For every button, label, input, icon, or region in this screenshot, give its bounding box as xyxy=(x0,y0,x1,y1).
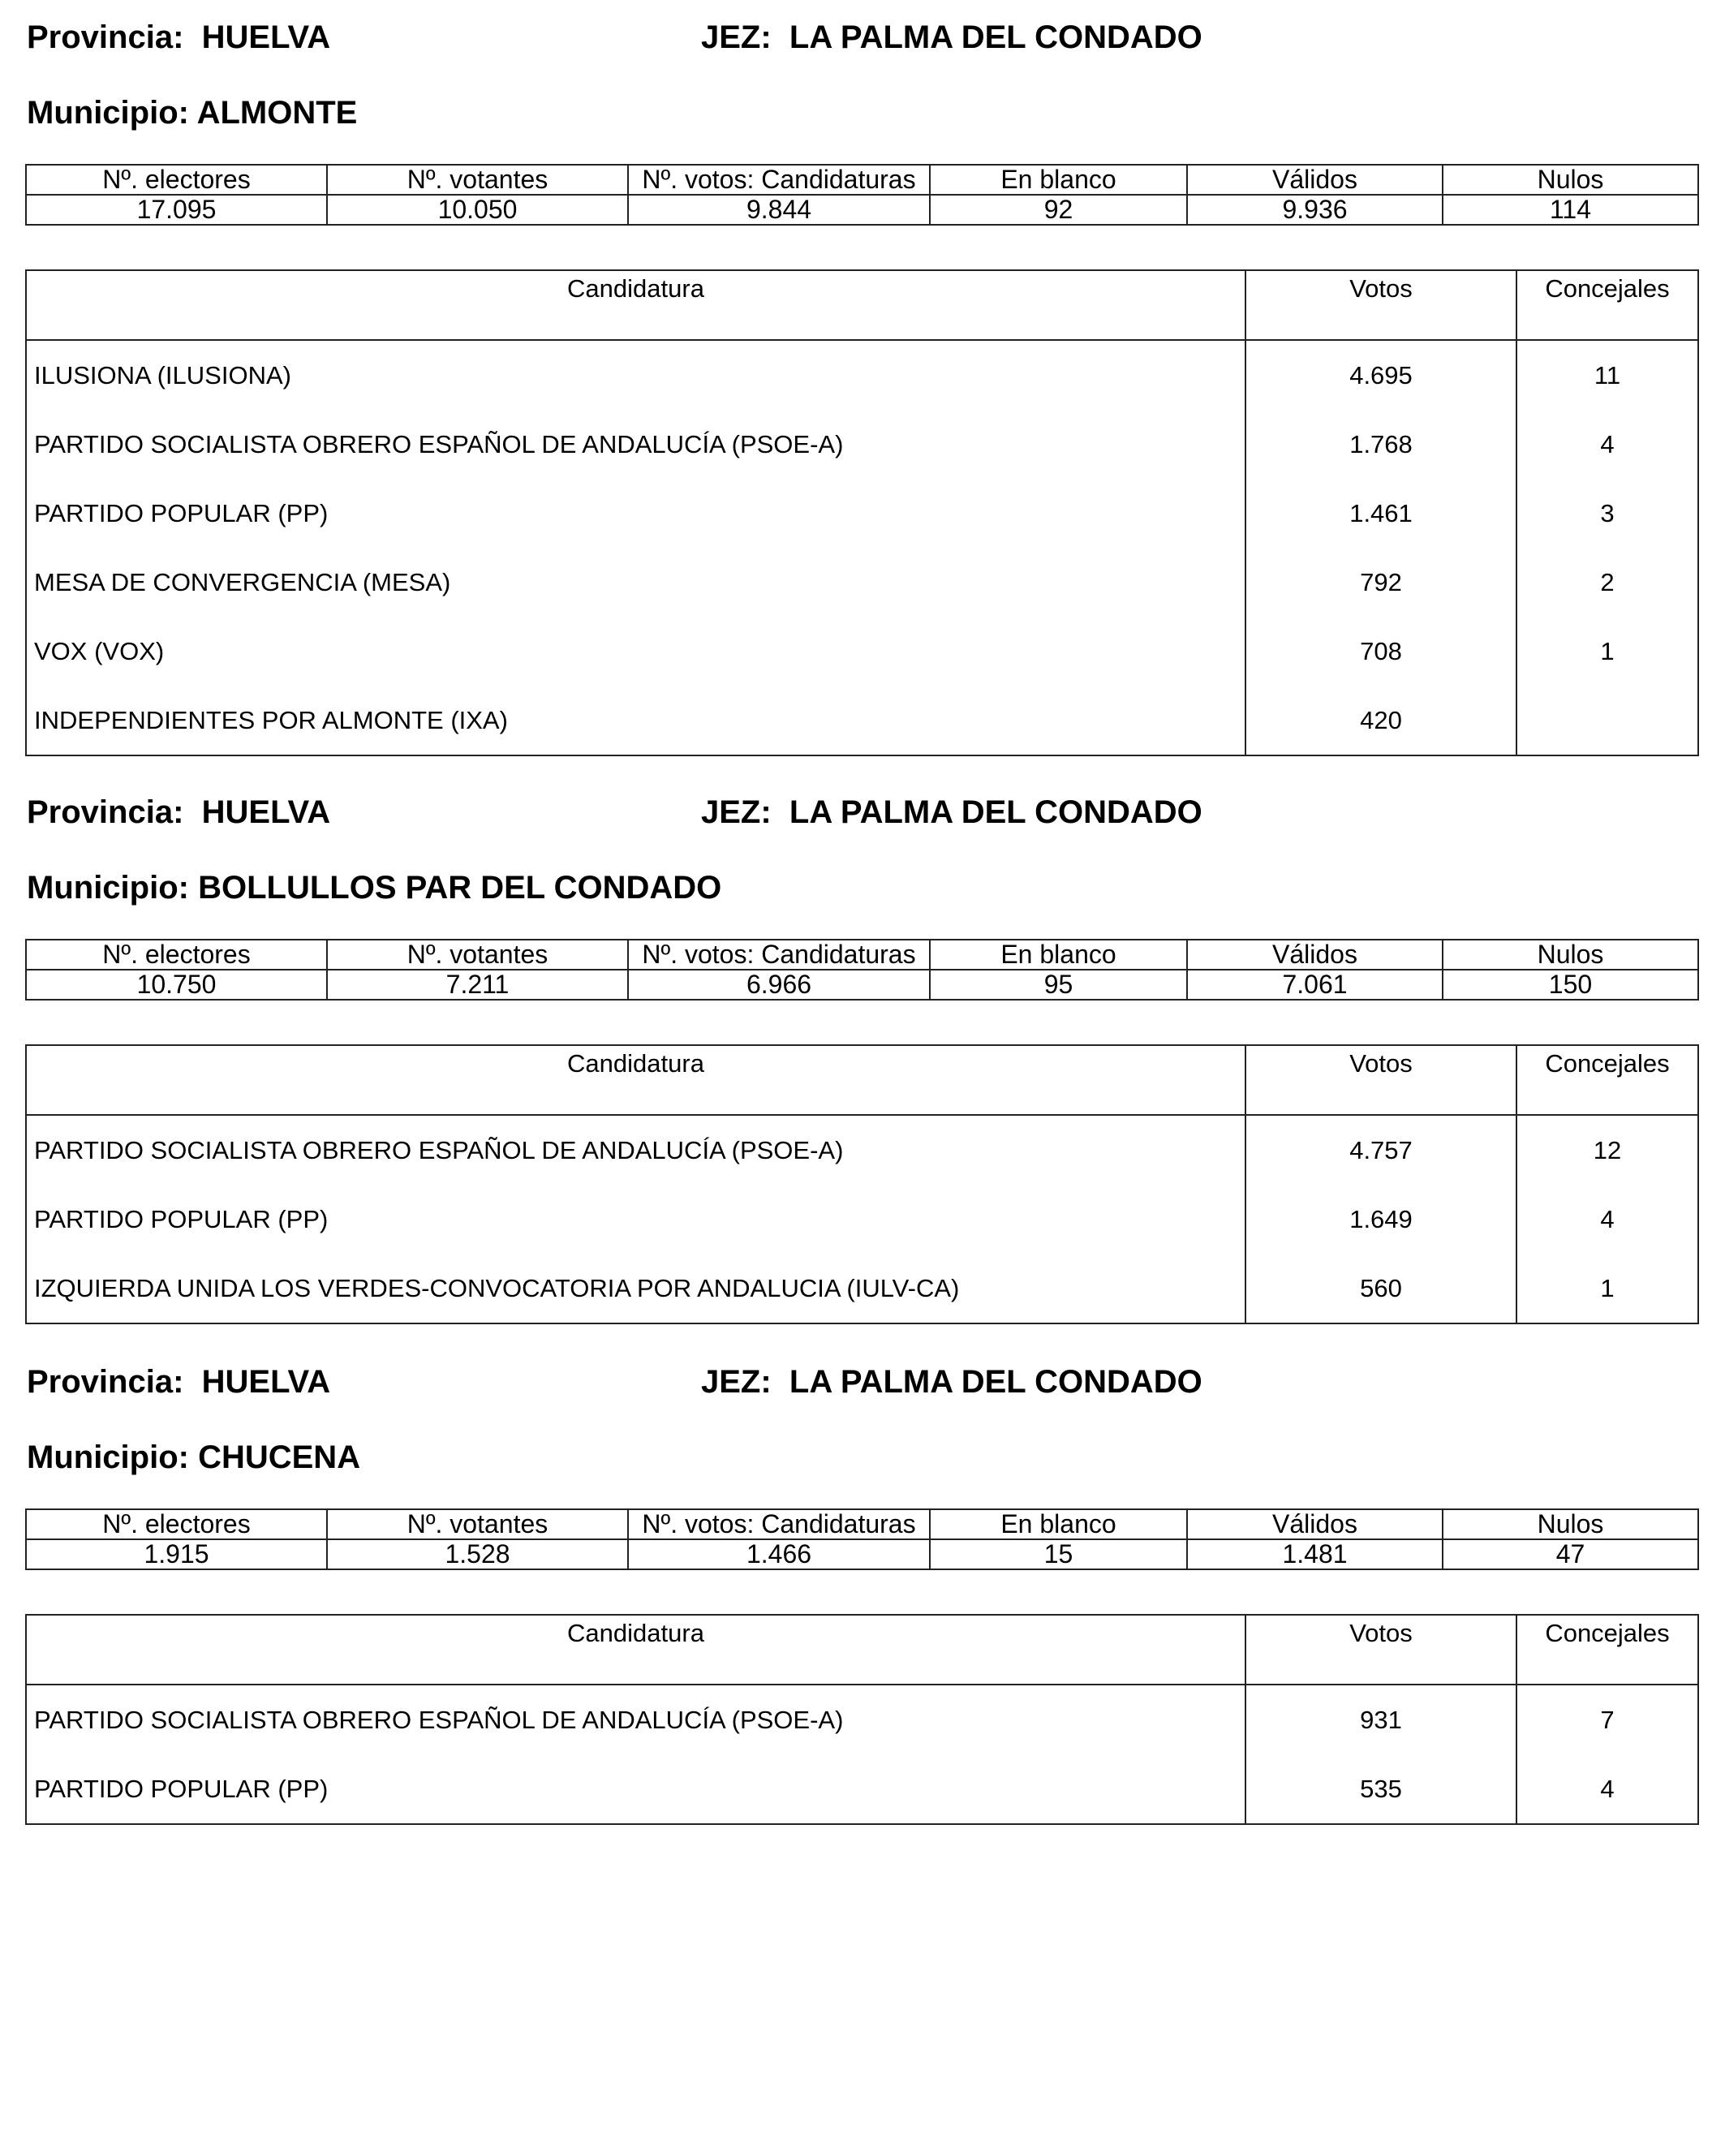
candidatura-votos: 1.768 xyxy=(1245,410,1516,479)
provincia-value: HUELVA xyxy=(201,1364,331,1400)
candidatura-concejales: 1 xyxy=(1516,1254,1698,1323)
provincia-value: HUELVA xyxy=(201,19,331,55)
stats-value-cell: 47 xyxy=(1443,1539,1698,1569)
candidatura-concejales: 4 xyxy=(1516,1754,1698,1824)
candidaturas-header-cell: Votos xyxy=(1245,1045,1516,1115)
candidatura-concejales: 3 xyxy=(1516,479,1698,548)
candidatura-row xyxy=(26,340,1698,410)
jez-heading xyxy=(701,796,1202,828)
stats-value-cell: 7.211 xyxy=(327,970,628,1000)
stats-header-cell: Válidos xyxy=(1187,940,1443,970)
municipio-value: ALMONTE xyxy=(196,95,358,131)
candidatura-votos: 792 xyxy=(1245,548,1516,617)
candidatura-name: MESA DE CONVERGENCIA (MESA) xyxy=(26,548,1245,617)
candidatura-row xyxy=(26,1754,1698,1824)
candidatura-name: VOX (VOX) xyxy=(26,617,1245,686)
municipio-label: Municipio: xyxy=(27,95,197,131)
stats-header-cell: Nulos xyxy=(1443,1509,1698,1539)
jez-value: LA PALMA DEL CONDADO xyxy=(789,1364,1202,1400)
municipio-section xyxy=(0,1345,1725,2156)
stats-value-cell: 17.095 xyxy=(26,195,327,225)
stats-header-cell: Nº. votantes xyxy=(327,1509,628,1539)
stats-value-cell: 1.528 xyxy=(327,1539,628,1569)
candidatura-name: PARTIDO SOCIALISTA OBRERO ESPAÑOL DE ANDALUCÍA (PSOE-A) xyxy=(26,1115,1245,1185)
stats-header-cell: En blanco xyxy=(930,940,1187,970)
provincia-heading xyxy=(27,1366,330,1398)
municipio-label: Municipio: xyxy=(27,870,199,906)
candidatura-row xyxy=(26,686,1698,755)
stats-header-cell: Nulos xyxy=(1443,940,1698,970)
candidatura-name: PARTIDO POPULAR (PP) xyxy=(26,1185,1245,1254)
candidatura-name: PARTIDO POPULAR (PP) xyxy=(26,1754,1245,1824)
candidaturas-header-row xyxy=(26,1615,1698,1685)
stats-header-row xyxy=(26,940,1698,970)
stats-header-cell: Nº. votos: Candidaturas xyxy=(628,940,930,970)
candidatura-concejales: 4 xyxy=(1516,410,1698,479)
stats-value-cell: 92 xyxy=(930,195,1187,225)
provincia-heading xyxy=(27,21,330,54)
candidatura-row xyxy=(26,410,1698,479)
stats-table xyxy=(25,1508,1699,1570)
candidatura-votos: 535 xyxy=(1245,1754,1516,1824)
stats-header-row xyxy=(26,165,1698,195)
candidatura-concejales: 1 xyxy=(1516,617,1698,686)
candidatura-concejales: 11 xyxy=(1516,340,1698,410)
stats-value-cell: 10.750 xyxy=(26,970,327,1000)
stats-value-cell: 6.966 xyxy=(628,970,930,1000)
candidatura-name: INDEPENDIENTES POR ALMONTE (IXA) xyxy=(26,686,1245,755)
candidatura-votos: 1.649 xyxy=(1245,1185,1516,1254)
provincia-heading xyxy=(27,796,330,828)
stats-header-cell: Nº. electores xyxy=(26,165,327,195)
candidatura-row xyxy=(26,1685,1698,1754)
stats-value-cell: 1.915 xyxy=(26,1539,327,1569)
candidaturas-header-row xyxy=(26,1045,1698,1115)
candidaturas-header-cell: Votos xyxy=(1245,270,1516,340)
stats-value-cell: 1.466 xyxy=(628,1539,930,1569)
stats-value-cell: 9.936 xyxy=(1187,195,1443,225)
stats-value-row xyxy=(26,1539,1698,1569)
candidaturas-header-cell: Concejales xyxy=(1516,1615,1698,1685)
candidatura-concejales: 4 xyxy=(1516,1185,1698,1254)
candidaturas-header-cell: Candidatura xyxy=(26,1615,1245,1685)
stats-header-cell: Nº. votos: Candidaturas xyxy=(628,1509,930,1539)
stats-value-cell: 95 xyxy=(930,970,1187,1000)
candidatura-name: IZQUIERDA UNIDA LOS VERDES-CONVOCATORIA POR ANDALUCIA (IULV-CA) xyxy=(26,1254,1245,1323)
jez-label: JEZ: xyxy=(701,1364,789,1400)
stats-header-cell: Nº. electores xyxy=(26,940,327,970)
candidatura-concejales xyxy=(1516,686,1698,755)
municipio-value: CHUCENA xyxy=(198,1439,361,1475)
candidatura-row xyxy=(26,1185,1698,1254)
stats-header-cell: Nulos xyxy=(1443,165,1698,195)
candidatura-row xyxy=(26,1115,1698,1185)
candidatura-row xyxy=(26,1254,1698,1323)
jez-heading xyxy=(701,1366,1202,1398)
jez-value: LA PALMA DEL CONDADO xyxy=(789,19,1202,55)
candidatura-votos: 708 xyxy=(1245,617,1516,686)
stats-value-cell: 10.050 xyxy=(327,195,628,225)
candidaturas-header-cell: Votos xyxy=(1245,1615,1516,1685)
provincia-label: Provincia: xyxy=(27,794,202,830)
stats-header-cell: Nº. votos: Candidaturas xyxy=(628,165,930,195)
municipio-heading xyxy=(27,871,721,904)
stats-header-cell: En blanco xyxy=(930,1509,1187,1539)
stats-header-cell: Nº. votantes xyxy=(327,940,628,970)
stats-header-cell: Válidos xyxy=(1187,1509,1443,1539)
stats-value-row xyxy=(26,970,1698,1000)
jez-label: JEZ: xyxy=(701,19,789,55)
stats-header-cell: Nº. votantes xyxy=(327,165,628,195)
candidatura-votos: 931 xyxy=(1245,1685,1516,1754)
candidaturas-header-cell: Concejales xyxy=(1516,1045,1698,1115)
candidatura-votos: 4.757 xyxy=(1245,1115,1516,1185)
candidatura-votos: 1.461 xyxy=(1245,479,1516,548)
candidaturas-table xyxy=(25,1614,1699,1825)
provincia-value: HUELVA xyxy=(201,794,331,830)
candidaturas-header-row xyxy=(26,270,1698,340)
stats-value-cell: 9.844 xyxy=(628,195,930,225)
candidatura-votos: 420 xyxy=(1245,686,1516,755)
stats-table xyxy=(25,164,1699,226)
municipio-heading xyxy=(27,97,357,129)
candidatura-name: PARTIDO POPULAR (PP) xyxy=(26,479,1245,548)
stats-header-cell: Nº. electores xyxy=(26,1509,327,1539)
candidatura-votos: 560 xyxy=(1245,1254,1516,1323)
provincia-label: Provincia: xyxy=(27,19,202,55)
municipio-value: BOLLULLOS PAR DEL CONDADO xyxy=(198,870,722,906)
municipio-heading xyxy=(27,1441,360,1474)
candidatura-concejales: 12 xyxy=(1516,1115,1698,1185)
stats-value-cell: 150 xyxy=(1443,970,1698,1000)
candidaturas-table xyxy=(25,1044,1699,1324)
candidatura-row xyxy=(26,617,1698,686)
stats-header-row xyxy=(26,1509,1698,1539)
candidatura-name: PARTIDO SOCIALISTA OBRERO ESPAÑOL DE ANDALUCÍA (PSOE-A) xyxy=(26,410,1245,479)
stats-value-cell: 15 xyxy=(930,1539,1187,1569)
stats-value-cell: 114 xyxy=(1443,195,1698,225)
municipio-label: Municipio: xyxy=(27,1439,199,1475)
candidatura-votos: 4.695 xyxy=(1245,340,1516,410)
candidatura-row xyxy=(26,548,1698,617)
candidatura-concejales: 7 xyxy=(1516,1685,1698,1754)
candidaturas-header-cell: Candidatura xyxy=(26,270,1245,340)
stats-value-cell: 1.481 xyxy=(1187,1539,1443,1569)
candidaturas-header-cell: Candidatura xyxy=(26,1045,1245,1115)
stats-table xyxy=(25,939,1699,1001)
candidaturas-table xyxy=(25,269,1699,756)
jez-label: JEZ: xyxy=(701,794,789,830)
jez-value: LA PALMA DEL CONDADO xyxy=(789,794,1202,830)
candidatura-name: PARTIDO SOCIALISTA OBRERO ESPAÑOL DE ANDALUCÍA (PSOE-A) xyxy=(26,1685,1245,1754)
municipio-section xyxy=(0,0,1725,811)
stats-header-cell: Válidos xyxy=(1187,165,1443,195)
candidaturas-header-cell: Concejales xyxy=(1516,270,1698,340)
candidatura-row xyxy=(26,479,1698,548)
stats-value-cell: 7.061 xyxy=(1187,970,1443,1000)
candidatura-name: ILUSIONA (ILUSIONA) xyxy=(26,340,1245,410)
provincia-label: Provincia: xyxy=(27,1364,202,1400)
stats-value-row xyxy=(26,195,1698,225)
stats-header-cell: En blanco xyxy=(930,165,1187,195)
jez-heading xyxy=(701,21,1202,54)
candidatura-concejales: 2 xyxy=(1516,548,1698,617)
